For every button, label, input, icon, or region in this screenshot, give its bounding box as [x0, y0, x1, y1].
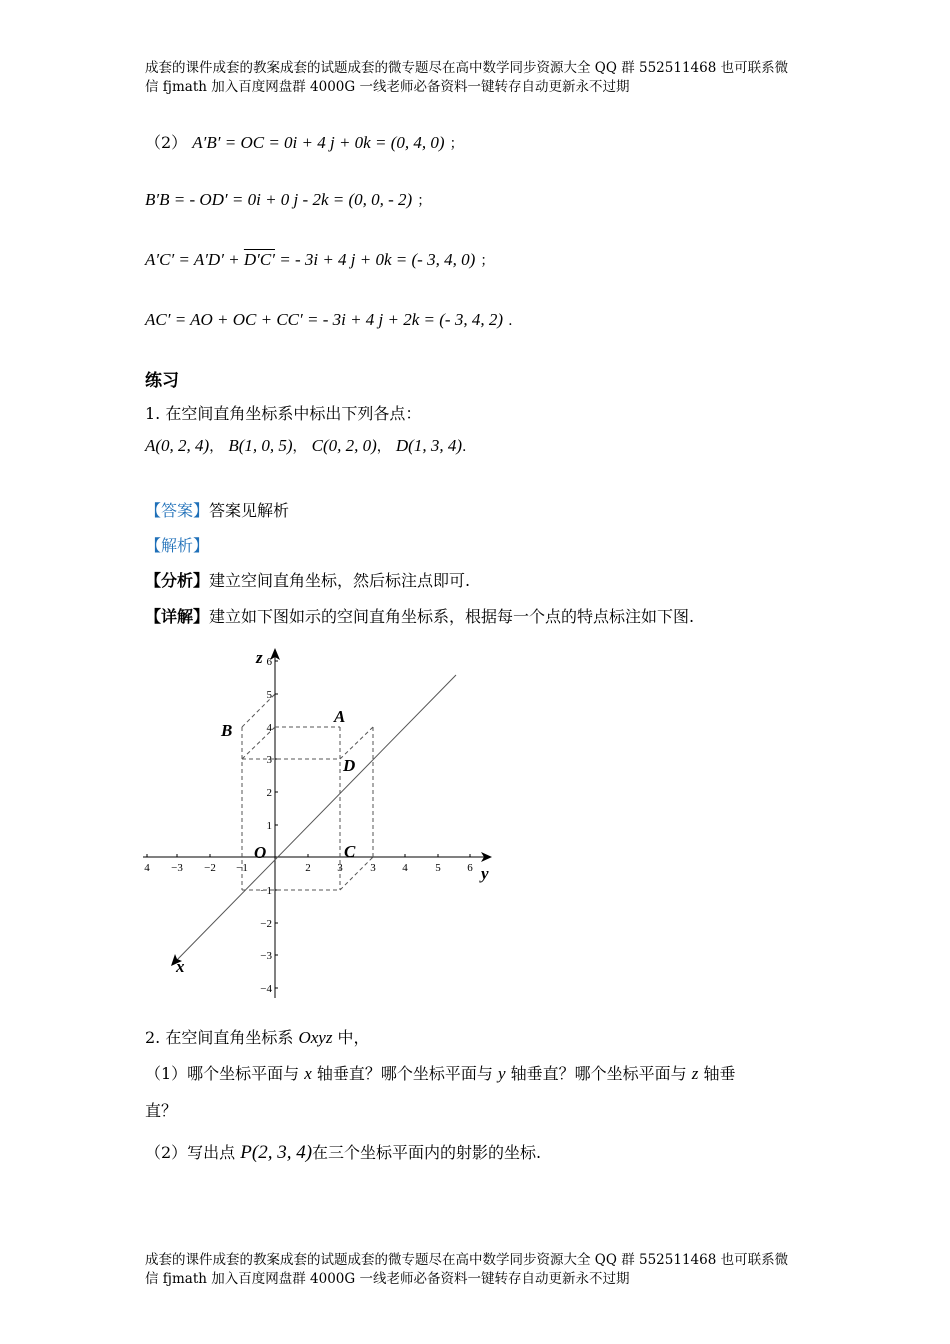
equation-1-body: A′B′ = OC = 0i + 4 j + 0k = (0, 4, 0): [192, 133, 445, 152]
question-2-sub1-cont: 直？: [145, 1101, 178, 1120]
part-label: （2）: [145, 133, 188, 152]
question-1-points: [145, 436, 466, 456]
y-tick-label: 3: [370, 862, 376, 874]
y-tick-label: 4: [402, 862, 408, 874]
z-tick-label: 5: [266, 689, 272, 701]
q2-sub1-y: y: [498, 1064, 506, 1083]
equation-4-body: AC′ = AO + OC + CC′ = - 3i + 4 j + 2k = (- 3, 4, 2): [145, 310, 503, 329]
q2-sub2-a: （2）写出点: [145, 1143, 241, 1162]
point-a-label: A: [334, 707, 346, 726]
q2-text-b: 中，: [332, 1028, 370, 1047]
equation-3-part-b: = - 3i + 4 j + 0k = (- 3, 4, 0): [274, 250, 476, 269]
y-tick-label: −3: [171, 862, 183, 874]
equation-2-end: ；: [417, 193, 432, 209]
footer-banner: [145, 1251, 810, 1289]
q2-sub1-b: 轴垂直？哪个坐标平面与: [311, 1064, 499, 1083]
question-2-sub2: [145, 1140, 541, 1164]
z-tick-label: −1: [260, 885, 272, 897]
point-b: B(1, 0, 5): [228, 436, 293, 455]
question-2-text: [145, 1025, 370, 1048]
y-tick-label: 3: [337, 862, 343, 874]
q2-var: Oxyz: [298, 1028, 333, 1047]
equation-3-part-a: A′C′ = A′D′ +: [145, 250, 244, 269]
end-period: .: [462, 439, 467, 455]
y-tick-label: 4: [144, 862, 150, 874]
fenxi-line: [145, 568, 470, 591]
y-tick-label: −2: [204, 862, 216, 874]
y-tick-label: 2: [305, 862, 311, 874]
equation-2-body: B′B = - OD′ = 0i + 0 j - 2k = (0, 0, - 2): [145, 190, 413, 209]
analysis-tag: 【解析】: [145, 536, 210, 555]
point-c: C(0, 2, 0): [311, 436, 377, 455]
x-axis-line: [174, 675, 456, 963]
answer-text: 答案见解析: [209, 501, 290, 520]
equation-4-end: .: [508, 313, 513, 329]
point-c-label: C: [344, 842, 356, 861]
z-tick-label: 6: [266, 656, 272, 668]
banner-line-1: 成套的课件成套的教案成套的试题成套的微专题尽在高中数学同步资源大全 QQ 群 552511468 也可联系微: [145, 60, 789, 76]
origin-label: O: [254, 843, 267, 862]
xiangjie-tag: 【详解】: [145, 607, 210, 626]
equation-2: [145, 190, 431, 210]
fenxi-text: 建立空间直角坐标，然后标注点即可.: [209, 571, 471, 590]
z-tick-label: 4: [266, 722, 272, 734]
equation-1: [145, 130, 464, 153]
z-tick-label: 2: [266, 787, 272, 799]
z-tick-label: −2: [260, 918, 272, 930]
y-tick-label: 6: [467, 862, 473, 874]
equation-3-vector: D′C′: [243, 250, 275, 269]
equation-3-end: ；: [480, 253, 495, 269]
question-2-sub1: [145, 1061, 735, 1084]
separator: ，: [292, 439, 307, 455]
z-tick-label: 3: [266, 754, 272, 766]
banner-line-2: 信 fjmath 加入百度网盘群 4000G 一线老师必备资料一键转存自动更新永不过期: [145, 1271, 630, 1287]
analysis-line: [145, 533, 209, 556]
q2-sub1-x: x: [304, 1064, 312, 1083]
equation-3: [145, 250, 494, 270]
header-banner: [145, 59, 810, 97]
z-tick-label: −3: [260, 950, 272, 962]
banner-line-2: 信 fjmath 加入百度网盘群 4000G 一线老师必备资料一键转存自动更新永不过期: [145, 79, 630, 95]
practice-heading: 练习: [145, 371, 179, 391]
banner-line-1: 成套的课件成套的教案成套的试题成套的微专题尽在高中数学同步资源大全 QQ 群 552511468 也可联系微: [145, 1252, 789, 1268]
q2-sub2-b: 在三个坐标平面内的射影的坐标.: [312, 1143, 542, 1162]
x-axis-label: x: [176, 957, 185, 976]
y-tick-label: −1: [236, 862, 248, 874]
point-d: D(1, 3, 4): [395, 436, 462, 455]
xiangjie-text: 建立如下图如示的空间直角坐标系，根据每一个点的特点标注如下图.: [209, 607, 695, 626]
answer-tag: 【答案】: [145, 501, 210, 520]
q2-sub1-a: （1）哪个坐标平面与: [145, 1064, 305, 1083]
fenxi-tag: 【分析】: [145, 571, 210, 590]
z-tick-label: −4: [260, 983, 272, 995]
equation-4: [145, 310, 513, 330]
question-1-text: 1. 在空间直角坐标系中标出下列各点：: [145, 404, 422, 423]
z-axis-label: z: [256, 648, 263, 667]
xiangjie-line: [145, 604, 694, 627]
point-a: A(0, 2, 4): [145, 436, 210, 455]
q2-sub1-d: 轴垂: [698, 1064, 736, 1083]
point-d-label: D: [343, 756, 356, 775]
separator: ，: [209, 439, 224, 455]
equation-1-end: ；: [449, 136, 464, 152]
y-axis-label: y: [481, 864, 489, 883]
separator: ，: [376, 439, 391, 455]
z-tick-label: 1: [266, 820, 272, 832]
y-tick-label: 5: [435, 862, 441, 874]
q2-sub1-c: 轴垂直？哪个坐标平面与: [505, 1064, 692, 1083]
point-b-label: B: [221, 721, 233, 740]
answer-line: [145, 498, 289, 521]
coordinate-figure: [138, 645, 498, 1005]
q2-sub2-point: P(2, 3, 4): [240, 1142, 313, 1163]
q2-sub1-z: z: [691, 1064, 699, 1083]
q2-text-a: 2. 在空间直角坐标系: [145, 1028, 299, 1047]
